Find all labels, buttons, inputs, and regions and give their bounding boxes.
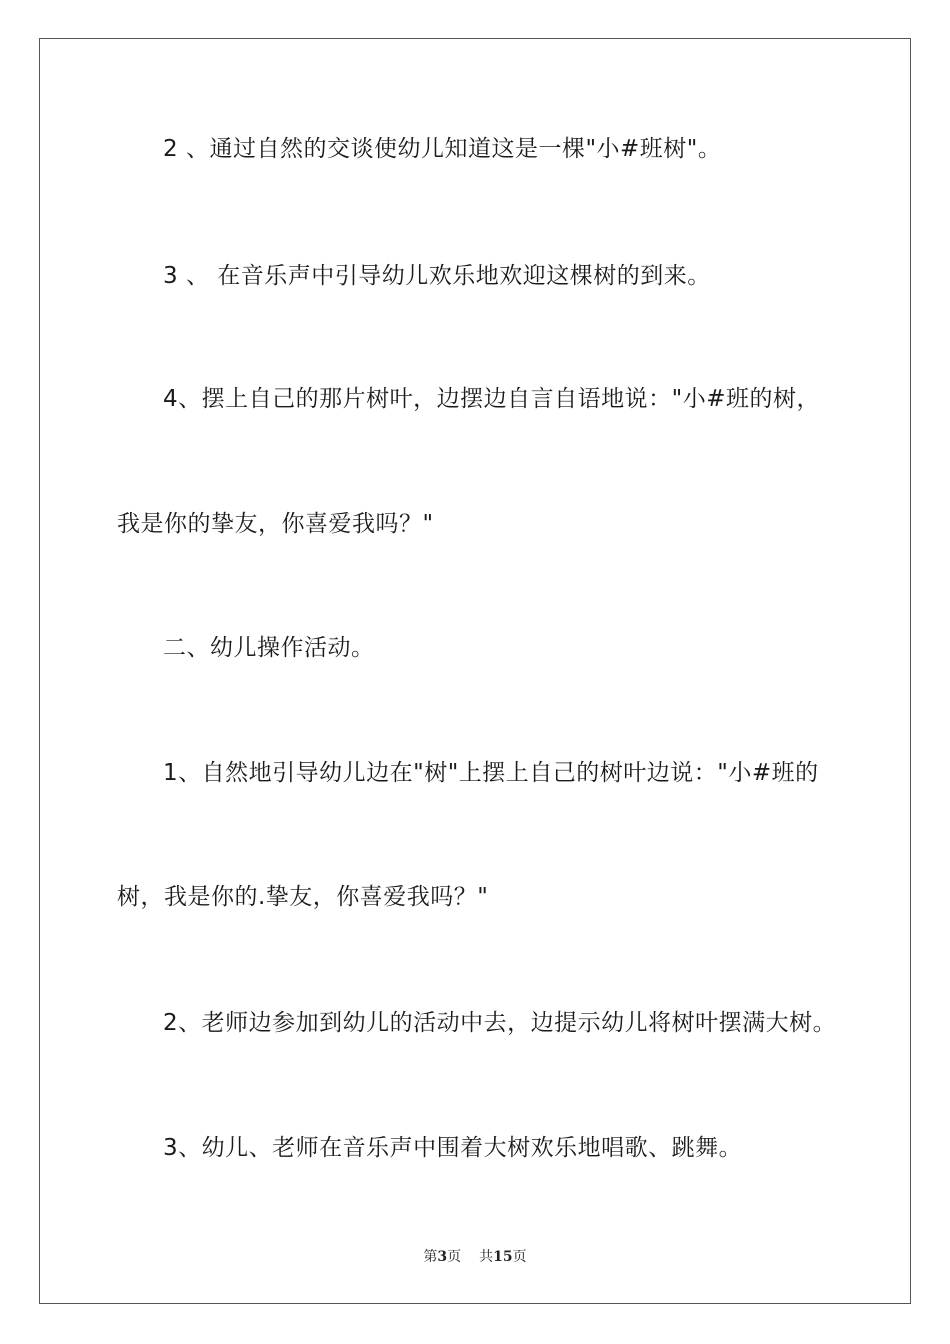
paragraph-step-3: 3 、 在音乐声中引导幼儿欢乐地欢迎这棵树的到来。 <box>163 263 711 289</box>
paragraph-step-2: 2 、通过自然的交谈使幼儿知道这是一棵"小#班树"。 <box>163 136 722 162</box>
paragraph-activity-step-1-continued: 树，我是你的.挚友，你喜爱我吗？" <box>117 884 489 910</box>
paragraph-activity-step-1: 1、自然地引导幼儿边在"树"上摆上自己的树叶边说："小#班的 <box>163 760 819 786</box>
footer-prefix: 第 <box>423 1249 438 1265</box>
page-footer <box>0 1248 950 1266</box>
footer-total-suffix: 页 <box>512 1249 527 1265</box>
paragraph-step-4-continued: 我是你的挚友，你喜爱我吗？" <box>117 511 434 537</box>
paragraph-activity-step-3: 3、幼儿、老师在音乐声中围着大树欢乐地唱歌、跳舞。 <box>163 1135 743 1161</box>
current-page-number: 3 <box>437 1249 448 1265</box>
section-heading-child-activity: 二、幼儿操作活动。 <box>163 635 375 661</box>
footer-page-suffix: 页 <box>447 1249 462 1265</box>
paragraph-activity-step-2: 2、老师边参加到幼儿的活动中去，边提示幼儿将树叶摆满大树。 <box>163 1010 837 1036</box>
page-border <box>39 38 911 1304</box>
paragraph-step-4: 4、摆上自己的那片树叶，边摆边自言自语地说："小#班的树， <box>163 386 820 412</box>
footer-total-prefix: 共 <box>479 1249 494 1265</box>
total-pages-number: 15 <box>493 1249 513 1265</box>
